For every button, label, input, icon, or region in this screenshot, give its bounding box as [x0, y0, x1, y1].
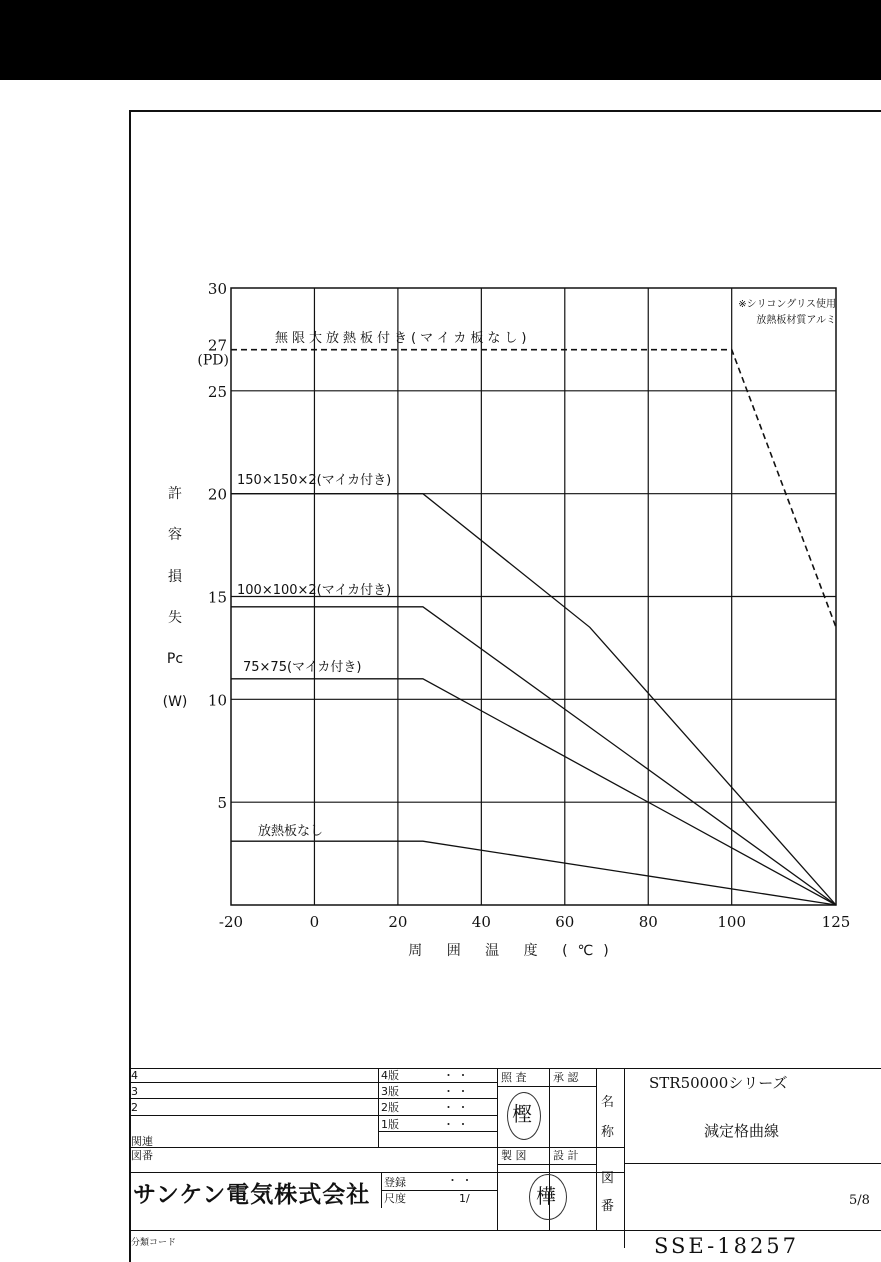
y-tick-label: 5 — [217, 794, 227, 813]
draft-stamp — [529, 1174, 567, 1220]
check-stamp-text: 樫 — [512, 1102, 532, 1126]
x-tick-label: 60 — [555, 913, 575, 931]
rev-date-4: ・ ・ — [443, 1069, 469, 1082]
company-name: サンケン電気株式会社 — [133, 1182, 371, 1208]
product-name: STR50000シリーズ — [649, 1074, 788, 1092]
chart-series — [231, 350, 836, 905]
y-tick-label: 25 — [207, 382, 227, 401]
rev-ver-2: 2版 — [381, 1101, 399, 1114]
rev-ver-3: 3版 — [381, 1085, 399, 1098]
page-info: 5/8 — [849, 1193, 870, 1208]
x-tick-label: 0 — [309, 913, 320, 931]
rev-date-3: ・ ・ — [443, 1085, 469, 1098]
registered-date: ・ ・ — [447, 1174, 473, 1187]
draft-stamp-text: 樺 — [536, 1184, 556, 1208]
y-tick-label: 30 — [207, 280, 227, 298]
chart-note-line: ※シリコングリス使用 — [738, 299, 836, 310]
fig-label-top: 図 — [601, 1171, 615, 1186]
y-axis-label-char: 容 — [168, 527, 182, 543]
scale-label: 尺度 — [384, 1192, 406, 1205]
series-line-3 — [231, 679, 836, 905]
approval-head-line — [497, 1086, 596, 1087]
series-line-4 — [231, 841, 836, 905]
name-label-top: 名 — [601, 1095, 615, 1110]
y-tick-label: 15 — [207, 588, 227, 607]
y-tick-label: 20 — [207, 485, 227, 504]
design-header: 設 計 — [553, 1149, 579, 1162]
y-axis-label-char: 損 — [168, 569, 182, 585]
x-tick-label: -20 — [218, 913, 244, 931]
drawing-title: 減定格曲線 — [704, 1122, 780, 1140]
registered-label: 登録 — [384, 1176, 406, 1189]
series-label-2: 100×100×2(マイカ付き) — [237, 583, 392, 598]
rev-line-4 — [378, 1131, 497, 1132]
approve-header: 承 認 — [553, 1071, 579, 1084]
name-label-bottom: 称 — [601, 1125, 615, 1140]
name-vline — [624, 1068, 625, 1248]
x-tick-label: 40 — [471, 913, 491, 931]
rev-ver-4: 4版 — [381, 1069, 399, 1082]
tb-top-line — [129, 1068, 881, 1069]
scale-value: 1/ — [459, 1192, 470, 1205]
x-tick-label: 125 — [821, 913, 851, 931]
series-label-3: 75×75(マイカ付き) — [243, 660, 362, 675]
y-tick-label: 27 — [207, 336, 227, 355]
title-block — [129, 1068, 881, 1258]
pd-label: (PD) — [197, 352, 229, 369]
draft-header: 製 図 — [501, 1149, 527, 1162]
reg-line — [381, 1190, 497, 1191]
series-line-2 — [231, 607, 836, 905]
check-stamp — [507, 1092, 541, 1140]
y-axis-label-char: 許 — [168, 486, 182, 502]
check-header: 照 査 — [501, 1071, 527, 1084]
approval-vline-right — [596, 1068, 597, 1230]
x-axis-label: 周 囲 温 度 (℃) — [408, 943, 619, 959]
x-tick-label: 100 — [717, 913, 747, 931]
tb-line-code — [129, 1230, 881, 1231]
y-axis-label-char: (W) — [162, 694, 188, 710]
rev-vline — [378, 1068, 379, 1147]
approval-vline-left — [497, 1068, 498, 1230]
rev-ver-1: 1版 — [381, 1118, 399, 1131]
drawing-number: SSE-18257 — [654, 1234, 800, 1258]
series-label-1: 150×150×2(マイカ付き) — [237, 473, 392, 488]
rev-mark-4: 4 — [131, 1069, 138, 1082]
rev-mark-2: 2 — [131, 1101, 138, 1114]
y-tick-label: 10 — [207, 691, 227, 710]
drawing-no-label: 図番 — [131, 1149, 153, 1162]
rev-line-2b — [378, 1098, 497, 1099]
series-label-4: 放熱板なし — [258, 824, 324, 839]
class-code-label: 分類コード — [131, 1238, 177, 1248]
x-tick-label: 20 — [388, 913, 408, 931]
chart-note-line: 放熱板材質アルミ — [756, 315, 836, 326]
rev-line-1b — [378, 1082, 497, 1083]
rev-mark-3: 3 — [131, 1085, 138, 1098]
y-axis-label-char: 失 — [168, 610, 182, 626]
rev-date-2: ・ ・ — [443, 1101, 469, 1114]
chart-labels — [163, 297, 836, 959]
series-label-0: 無限大放熱板付き(マイカ板なし) — [275, 331, 531, 346]
y-axis-label-char: Pc — [166, 651, 184, 667]
fig-label-bottom: 番 — [601, 1199, 615, 1214]
rev-date-1: ・ ・ — [443, 1118, 469, 1131]
x-tick-label: 80 — [638, 913, 658, 931]
approval-mid-line — [497, 1147, 596, 1148]
tb-line-name-fig — [624, 1163, 881, 1164]
related-label: 関連 — [131, 1135, 153, 1148]
drawing-head-line — [497, 1164, 596, 1165]
rev-line-3b — [378, 1115, 497, 1116]
